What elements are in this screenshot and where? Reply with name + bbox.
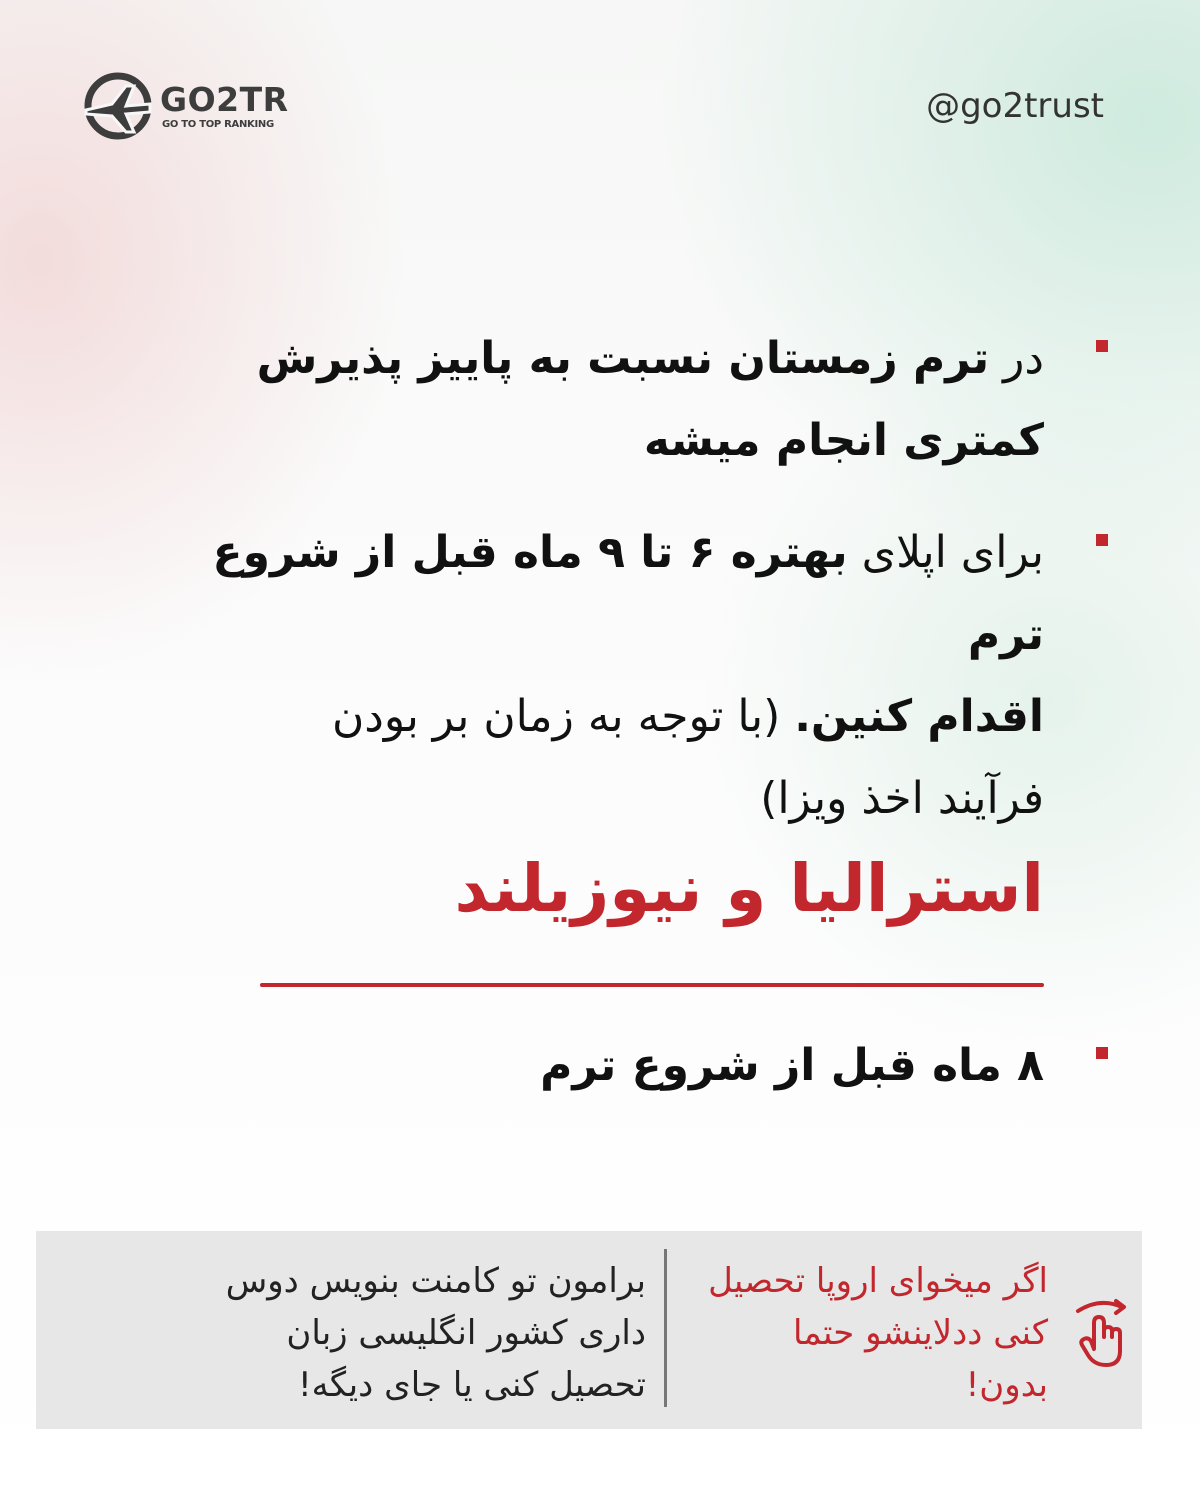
bullet-text-bold: بهتره ۶ تا ۹ ماه قبل از شروع ترم — [212, 527, 1044, 660]
bullet-text-bold: ترم زمستان نسبت به پاییز پذیرش — [256, 333, 990, 384]
deadline-prompt-line: اگر میخوای اروپا تحصیل — [708, 1261, 1048, 1301]
comment-prompt — [60, 1255, 646, 1411]
bullet-text-bold: ۸ ماه قبل از شروع ترم — [540, 1040, 1044, 1091]
cta-banner — [36, 1231, 1142, 1429]
social-handle: @go2trust — [926, 86, 1104, 126]
bullet-marker — [1096, 1047, 1108, 1059]
bullet-text-plain: (با توجه به زمان بر بودن — [331, 691, 795, 742]
section-heading: استرالیا و نیوزیلند — [454, 850, 1044, 927]
deadline-prompt-line: کنی ددلاینشو حتما — [793, 1313, 1048, 1353]
comment-prompt-line: تحصیل کنی یا جای دیگه! — [298, 1365, 646, 1405]
bullet-apply-timing — [148, 512, 1108, 840]
comment-prompt-line: داری کشور انگلیسی زبان — [286, 1313, 646, 1353]
bullet-text-bold: کمتری انجام میشه — [643, 415, 1044, 466]
bullet-marker — [1096, 340, 1108, 352]
hand-tap-icon — [1072, 1297, 1134, 1369]
bullet-australia-timing — [148, 1025, 1108, 1107]
bullet-marker — [1096, 534, 1108, 546]
bullet-text-plain: در — [989, 333, 1044, 384]
bullet-winter-term — [148, 318, 1108, 482]
brand-logo — [82, 70, 289, 140]
deadline-prompt-line: بدون! — [965, 1365, 1048, 1405]
logo-subtitle: GO TO TOP RANKING — [162, 119, 274, 130]
logo-title: GO2TR — [160, 80, 289, 119]
comment-prompt-line: برامون تو کامنت بنویس دوس — [225, 1261, 646, 1301]
bullet-text-plain: فرآیند اخذ ویزا) — [760, 773, 1044, 824]
section-divider — [260, 983, 1044, 987]
airplane-globe-icon — [82, 70, 154, 142]
bullet-text-plain: برای اپلای — [847, 527, 1044, 578]
deadline-prompt — [636, 1255, 1048, 1411]
bullet-text-bold: اقدام کنین. — [794, 691, 1044, 742]
